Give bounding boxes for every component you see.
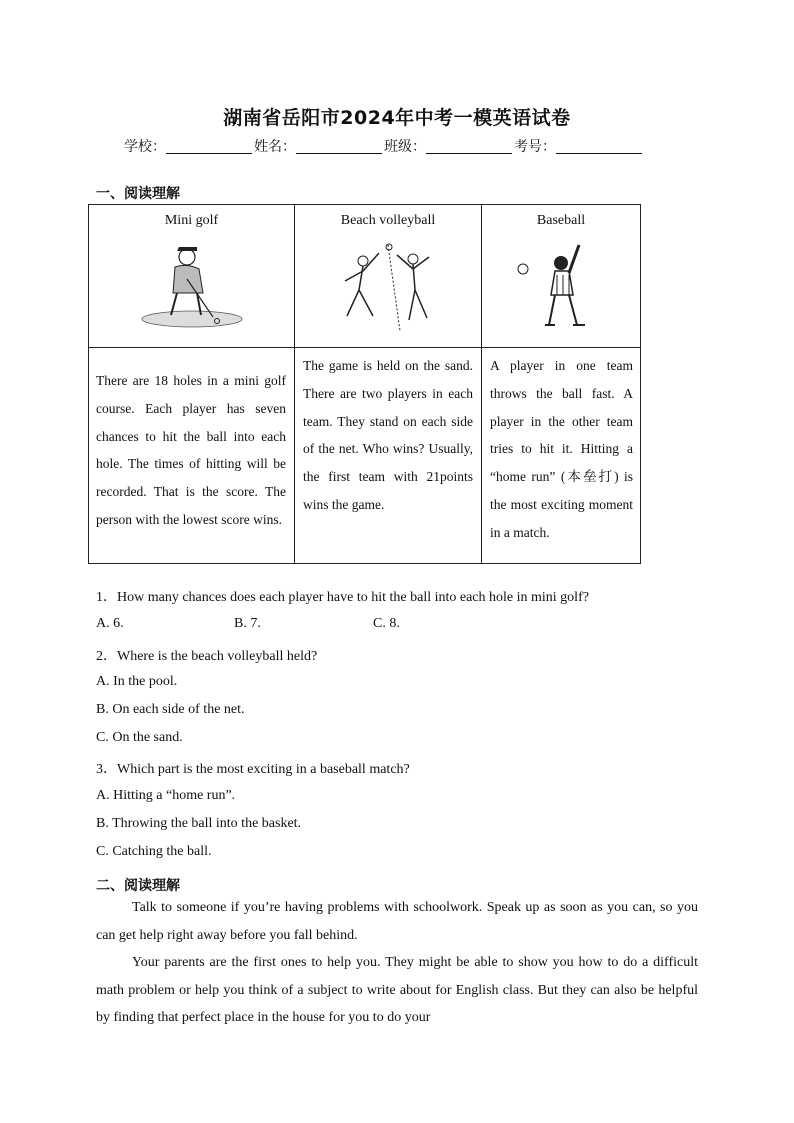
question-1-option-c[interactable]: C. 8. bbox=[373, 616, 400, 631]
golfer-illustration bbox=[137, 239, 247, 339]
reading-passage bbox=[96, 894, 698, 1032]
passage-paragraph-2: Your parents are the first ones to help you. They might be able to show you how to do a difficult math problem or help you think of a subject to write about for English class. But they can also be helpful by finding that perfect place in the house for you to do your bbox=[96, 955, 698, 1025]
baseball-description: A player in one team throws the ball fast. A player in the other team tries to hit it. Hitting a “home run” (本垒打) is the most exciting moment in a match. bbox=[490, 358, 633, 540]
class-blank[interactable] bbox=[426, 139, 512, 154]
section-heading-1: 一、阅读理解 bbox=[96, 186, 180, 202]
question-2-option-a[interactable]: A. In the pool. bbox=[96, 674, 178, 689]
number-blank[interactable] bbox=[556, 139, 642, 154]
beach-volleyball-description-cell bbox=[295, 348, 482, 564]
sports-table bbox=[88, 204, 641, 564]
beach-volleyball-cell bbox=[295, 205, 482, 348]
baseball-batter-illustration bbox=[511, 239, 611, 339]
question-3-option-b[interactable]: B. Throwing the ball into the basket. bbox=[96, 816, 302, 831]
class-label: 班级： bbox=[384, 139, 426, 155]
sport-name-mini-golf: Mini golf bbox=[164, 213, 219, 228]
passage-paragraph-1: Talk to someone if you’re having problems with schoolwork. Speak up as soon as you can, so you can get help right away before you fall behind. bbox=[96, 900, 698, 943]
name-label: 姓名： bbox=[254, 139, 296, 155]
question-2: 2．Where is the beach volleyball held? bbox=[96, 649, 318, 664]
school-label: 学校： bbox=[124, 139, 166, 155]
sport-name-baseball: Baseball bbox=[536, 213, 586, 228]
baseball-description-cell bbox=[482, 348, 641, 564]
volleyball-players-illustration bbox=[333, 241, 443, 341]
question-1-option-a[interactable]: A. 6. bbox=[96, 616, 124, 631]
baseball-cell bbox=[482, 205, 641, 348]
student-info-row bbox=[124, 136, 644, 156]
page-title: 湖南省岳阳市2024年中考一模英语试卷 bbox=[223, 107, 571, 129]
question-2-option-b[interactable]: B. On each side of the net. bbox=[96, 702, 245, 717]
question-3: 3．Which part is the most exciting in a baseball match? bbox=[96, 762, 410, 777]
name-blank[interactable] bbox=[296, 139, 382, 154]
mini-golf-cell bbox=[89, 205, 295, 348]
beach-volleyball-description: The game is held on the sand. There are two players in each team. They stand on each side of the net. Who wins? Usually, the first team with 21points wins the game. bbox=[303, 358, 473, 512]
school-blank[interactable] bbox=[166, 139, 252, 154]
question-2-option-c[interactable]: C. On the sand. bbox=[96, 730, 183, 745]
mini-golf-description-cell bbox=[89, 348, 295, 564]
sport-name-beach-volleyball: Beach volleyball bbox=[340, 213, 436, 228]
question-3-option-c[interactable]: C. Catching the ball. bbox=[96, 844, 212, 859]
section-heading-2: 二、阅读理解 bbox=[96, 878, 180, 894]
mini-golf-description: There are 18 holes in a mini golf course. Each player has seven chances to hit the ball into each hole. The times of hitting will be recorded. That is the score. The person with the lowest score wins. bbox=[96, 373, 286, 527]
number-label: 考号： bbox=[514, 139, 556, 155]
question-1-option-b[interactable]: B. 7. bbox=[234, 616, 261, 631]
question-1: 1．How many chances does each player have to hit the ball into each hole in mini golf? bbox=[96, 590, 589, 605]
question-3-option-a[interactable]: A. Hitting a “home run”. bbox=[96, 788, 236, 803]
